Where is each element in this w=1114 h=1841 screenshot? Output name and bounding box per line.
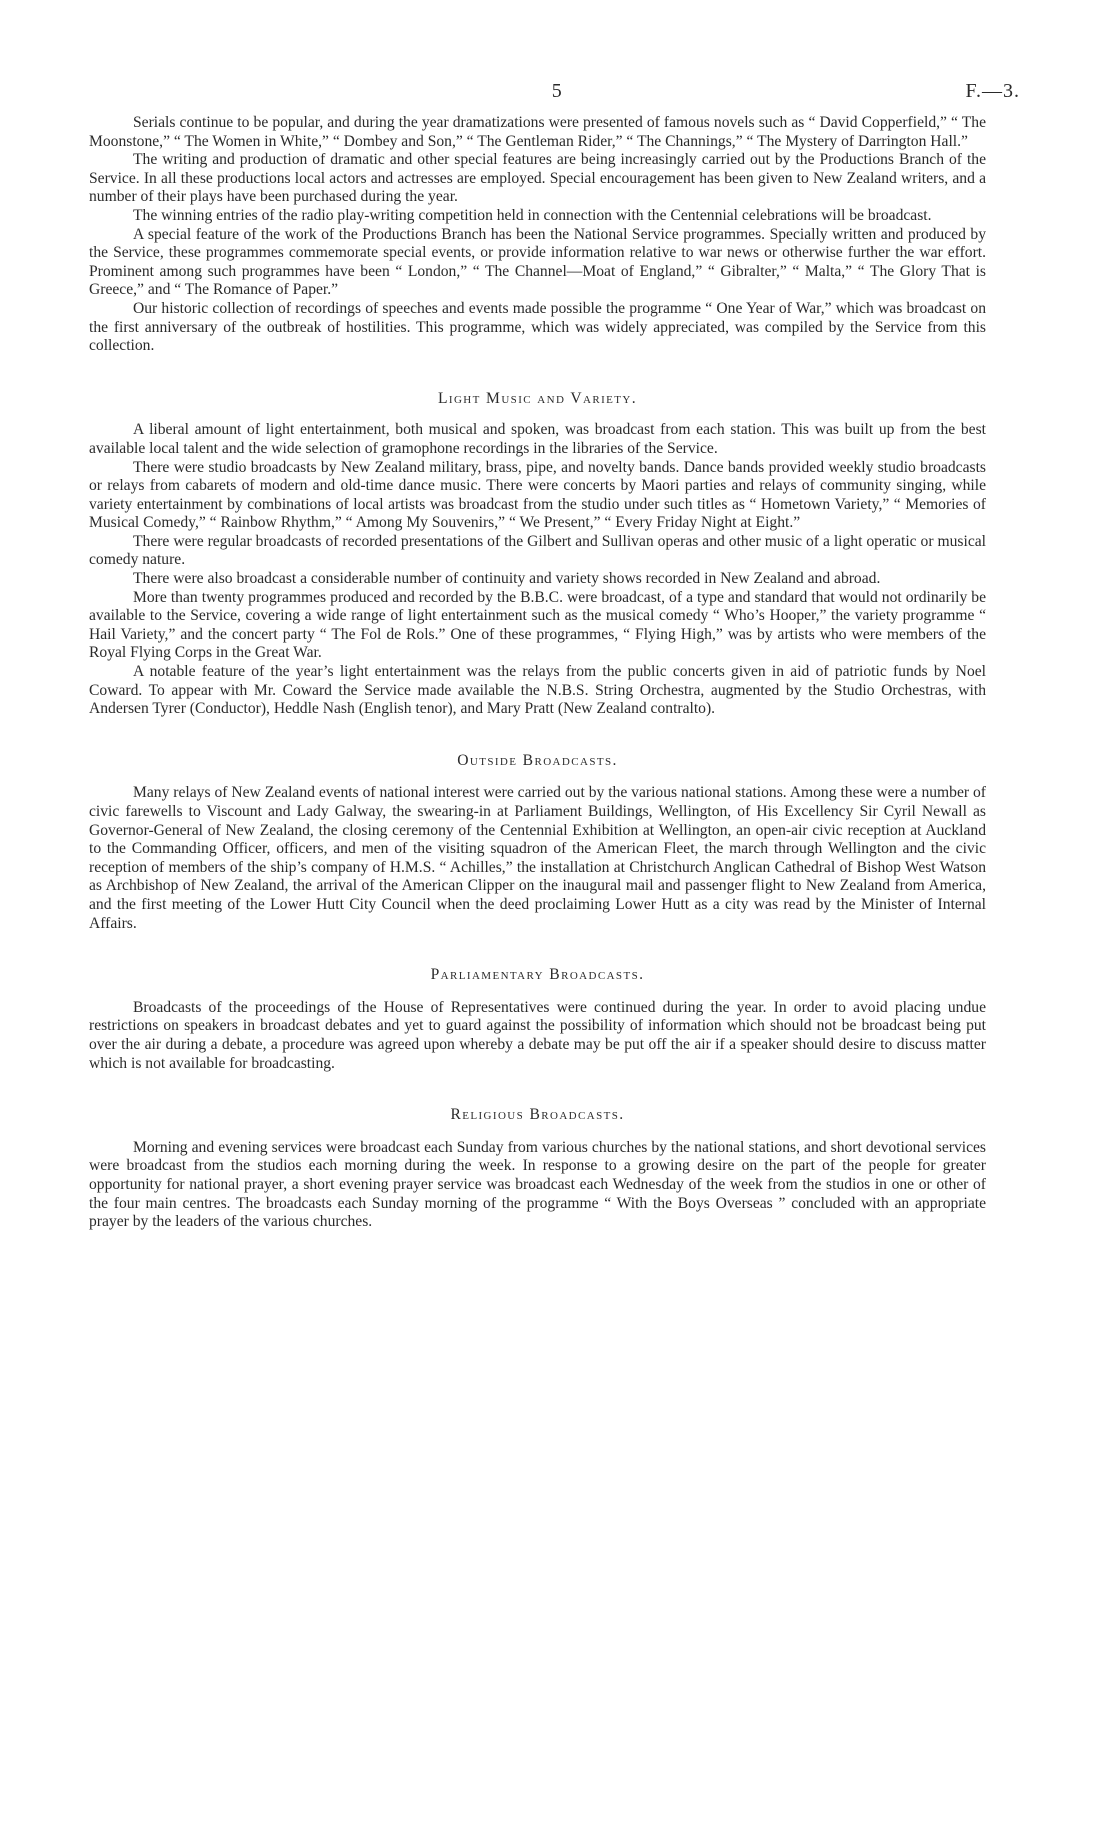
paragraph: The writing and production of dramatic and other special features are being increasingly carried out by the Productions Branch of the Service. In all these productions local actors and actresses are employed. Special encouragement has been given to New Zealand writers, and a number of their plays have been purchased during the year. [89,151,986,206]
section-heading-parliamentary-broadcasts: Parliamentary Broadcasts. [430,966,645,984]
section-heading-outside-broadcasts: Outside Broadcasts. [457,751,618,769]
paragraph: A liberal amount of light entertainment, both musical and spoken, was broadcast from each station. This was built up from the best available local talent and the wide selection of gramophone recordings in the libraries of the Service. [89,421,986,457]
paragraph: There were regular broadcasts of recorded presentations of the Gilbert and Sullivan operas and other music of a light operatic or musical comedy nature. [89,532,986,569]
section-heading-light-music: Light Music and Variety. [437,389,638,407]
document-reference: F.—3. [965,80,1020,102]
paragraph: The winning entries of the radio play-writing competition held in connection with the Centennial celebrations will be broadcast. [133,206,932,224]
page-number: 5 [551,80,563,102]
body-text [89,114,986,1232]
paragraph: Serials continue to be popular, and during the year dramatizations were presented of famous novels such as “ David Copperfield,” “ The Moonstone,” “ The Women in White,” “ Dombey and Son,” “ The Gentleman Rider,” “ The Channings,” “ The Mystery of Darrington Hall.” [89,114,986,150]
paragraph: Morning and evening services were broadcast each Sunday from various churches by the national stations, and short devotional services were broadcast from the studios each morning during the week. In response to a growing desire on the part of the people for greater opportunity for national prayer, a short evening prayer service was broadcast each Wednesday of the week from the studios in one or other of the four main centres. The broadcasts each Sunday morning of the programme “ With the Boys Overseas ” concluded with an appropriate prayer by the leaders of the various churches. [89,1138,986,1231]
paragraph: There were also broadcast a considerable number of continuity and variety shows recorded in New Zealand and abroad. [133,570,881,588]
paragraph: More than twenty programmes produced and recorded by the B.B.C. were broadcast, of a type and standard that would not ordinarily be available to the Service, covering a wide range of light entertainment such as the musical comedy “ Who’s Hooper,” the variety programme “ Hail Variety,” and the concert party “ The Fol de Rols.” One of these programmes, “ Flying High,” was by artists who were members of the Royal Flying Corps in the Great War. [89,588,986,662]
paragraph: There were studio broadcasts by New Zealand military, brass, pipe, and novelty bands. Dance bands provided weekly studio broadcasts or relays from cabarets of modern and old-time dance music. There were concerts by Maori parties and relays of community singing, while variety entertainment by combinations of local artists was broadcast from the studio under such titles as “ Hometown Variety,” “ Memories of Musical Comedy,” “ Rainbow Rhythm,” “ Among My Souvenirs,” “ We Present,” “ Every Friday Night at Eight.” [89,458,986,532]
paragraph: Our historic collection of recordings of speeches and events made possible the programme “ One Year of War,” which was broadcast on the first anniversary of the outbreak of hostilities. This programme, which was widely appreciated, was compiled by the Service from this collection. [89,299,986,355]
paragraph: Broadcasts of the proceedings of the House of Representatives were continued during the year. In order to avoid placing undue restrictions on speakers in broadcast debates and yet to guard against the possibility of information which should not be broadcast being put over the air during a debate, a procedure was agreed upon whereby a debate may be put off the air if a speaker should desire to discuss matter which is not available for broadcasting. [89,998,986,1072]
paragraph: Many relays of New Zealand events of national interest were carried out by the various national stations. Among these were a number of civic farewells to Viscount and Lady Galway, the swearing-in at Parliament Buildings, Wellington, of His Excellency Sir Cyril Newall as Governor-General of New Zealand, the closing ceremony of the Centennial Exhibition at Wellington, an open-air civic reception at Auckland to the Commanding Officer, officers, and men of the visiting squadron of the American Fleet, the march through Wellington and the civic reception of members of the ship’s company of H.M.S. “ Achilles,” the installation at Christchurch Anglican Cathedral of Bishop West Watson as Archbishop of New Zealand, the arrival of the American Clipper on the inaugural mail and passenger flight to New Zealand from America, and the first meeting of the Lower Hutt City Council when the deed proclaiming Lower Hutt as a city was read by the Minister of Internal Affairs. [89,784,986,932]
paragraph: A special feature of the work of the Productions Branch has been the National Service programmes. Specially written and produced by the Service, these programmes commemorate special events, or provide information relative to war news or otherwise further the war effort. Prominent among such programmes have been “ London,” “ The Channel—Moat of England,” “ Gibralter,” “ Malta,” “ The Glory That is Greece,” and “ The Romance of Paper.” [89,225,986,299]
paragraph: A notable feature of the year’s light entertainment was the relays from the public concerts given in aid of patriotic funds by Noel Coward. To appear with Mr. Coward the Service made available the N.B.S. String Orchestra, augmented by the Studio Orchestras, with Andersen Tyrer (Conductor), Heddle Nash (English tenor), and Mary Pratt (New Zealand contralto). [89,663,986,718]
section-heading-religious-broadcasts: Religious Broadcasts. [450,1106,625,1124]
